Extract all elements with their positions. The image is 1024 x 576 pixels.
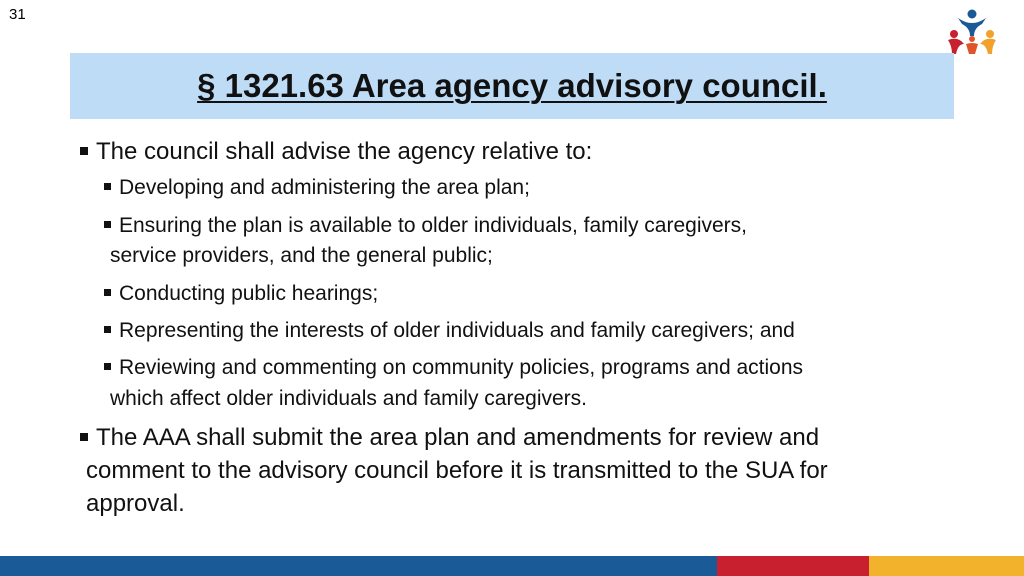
bullet-item: The council shall advise the agency relative to: (80, 136, 592, 168)
square-bullet-icon (104, 183, 111, 190)
square-bullet-icon (104, 289, 111, 296)
sub-bullet-continuation: service providers, and the general public; (110, 244, 493, 267)
sub-bullet-item: Conducting public hearings; (104, 279, 378, 309)
square-bullet-icon (80, 147, 88, 155)
slide-title: § 1321.63 Area agency advisory council. (197, 67, 827, 104)
footer-yellow-segment (869, 556, 1024, 576)
bullet-continuation: comment to the advisory council before it is transmitted to the SUA for (86, 457, 828, 484)
bullet-continuation: approval. (86, 490, 185, 517)
sub-bullet-item: Reviewing and commenting on community policies, programs and actions (104, 353, 803, 383)
slide-number: 31 (9, 6, 26, 23)
sub-bullet-continuation: which affect older individuals and family caregivers. (110, 387, 588, 410)
square-bullet-icon (104, 363, 111, 370)
footer-blue-segment (0, 556, 717, 576)
square-bullet-icon (104, 326, 111, 333)
square-bullet-icon (104, 221, 111, 228)
sub-bullet-item: Developing and administering the area plan; (104, 173, 530, 203)
square-bullet-icon (80, 433, 88, 441)
sub-bullet-item: Representing the interests of older individuals and family caregivers; and (104, 316, 795, 346)
footer-red-segment (717, 556, 869, 576)
bullet-item: The AAA shall submit the area plan and amendments for review and (80, 422, 819, 454)
footer-color-bar (0, 556, 1024, 576)
sub-bullet-item: Ensuring the plan is available to older individuals, family caregivers, (104, 211, 747, 241)
